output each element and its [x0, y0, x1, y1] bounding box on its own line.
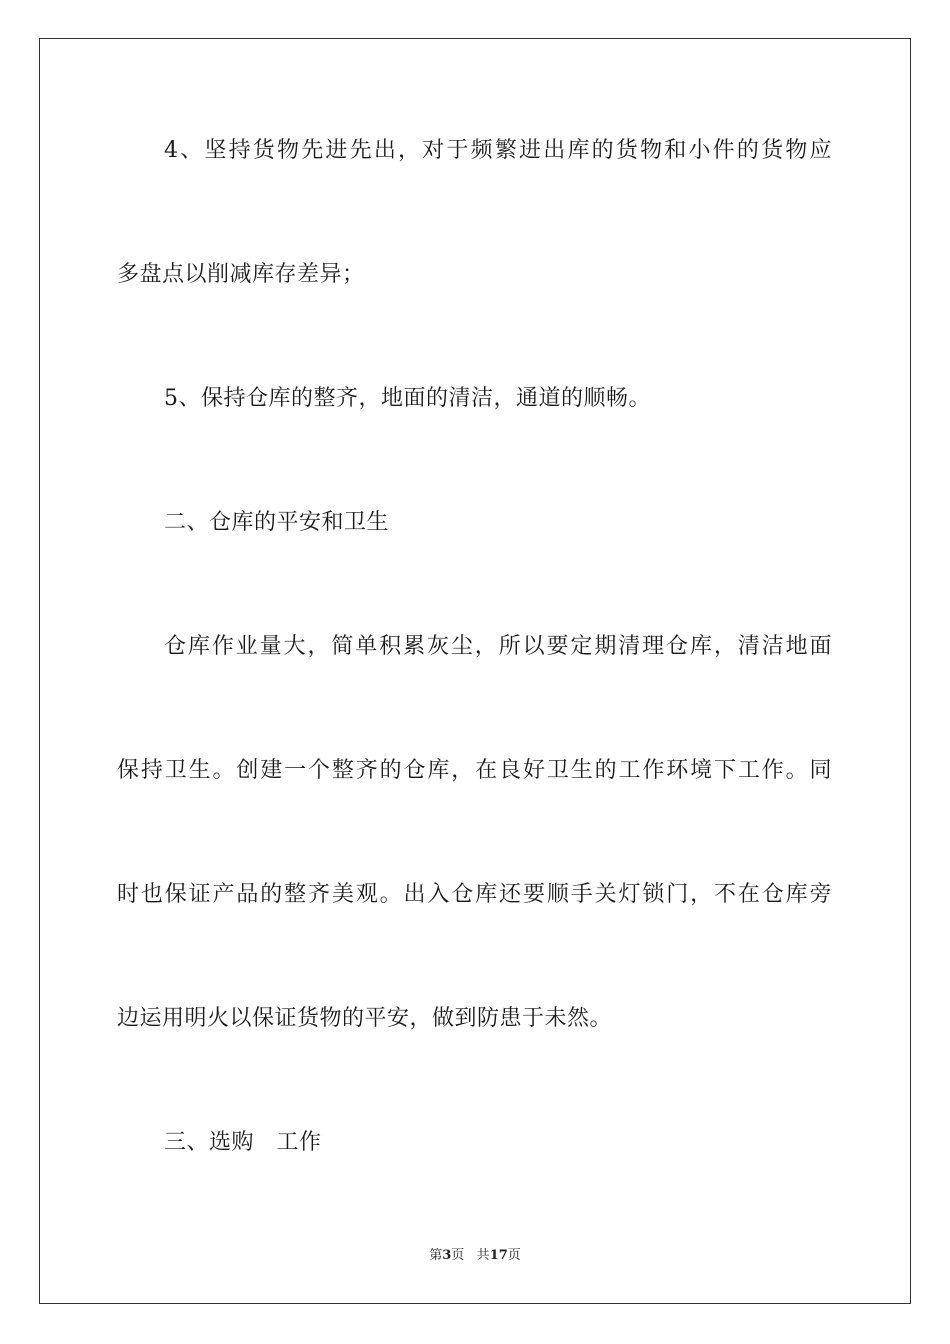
paragraph-line-8: 边运用明火以保证货物的平安，做到防患于未然。	[117, 1006, 613, 1031]
total-suffix: 页	[507, 1248, 521, 1263]
page-border	[39, 38, 911, 1304]
paragraph-line-3: 5、保持仓库的整齐，地面的清洁，通道的顺畅。	[164, 386, 651, 411]
total-prefix: 共	[476, 1248, 490, 1263]
paragraph-line-2: 多盘点以削减库存差异；	[117, 262, 365, 287]
paragraph-line-1: 4、坚持货物先进先出，对于频繁进出库的货物和小件的货物应	[164, 138, 832, 163]
paragraph-line-5: 仓库作业量大，简单积累灰尘，所以要定期清理仓库，清洁地面	[164, 634, 832, 659]
page-footer	[0, 1247, 950, 1265]
page-suffix: 页	[451, 1248, 465, 1263]
total-pages: 17	[489, 1248, 508, 1263]
paragraph-line-6: 保持卫生。创建一个整齐的仓库，在良好卫生的工作环境下工作。同	[117, 758, 832, 783]
section-heading-3: 三、选购 工作	[164, 1130, 322, 1155]
section-heading-2: 二、仓库的平安和卫生	[164, 510, 390, 535]
page-number: 3	[442, 1248, 452, 1263]
page-prefix: 第	[429, 1248, 443, 1263]
paragraph-line-7: 时也保证产品的整齐美观。出入仓库还要顺手关灯锁门，不在仓库旁	[117, 882, 832, 907]
